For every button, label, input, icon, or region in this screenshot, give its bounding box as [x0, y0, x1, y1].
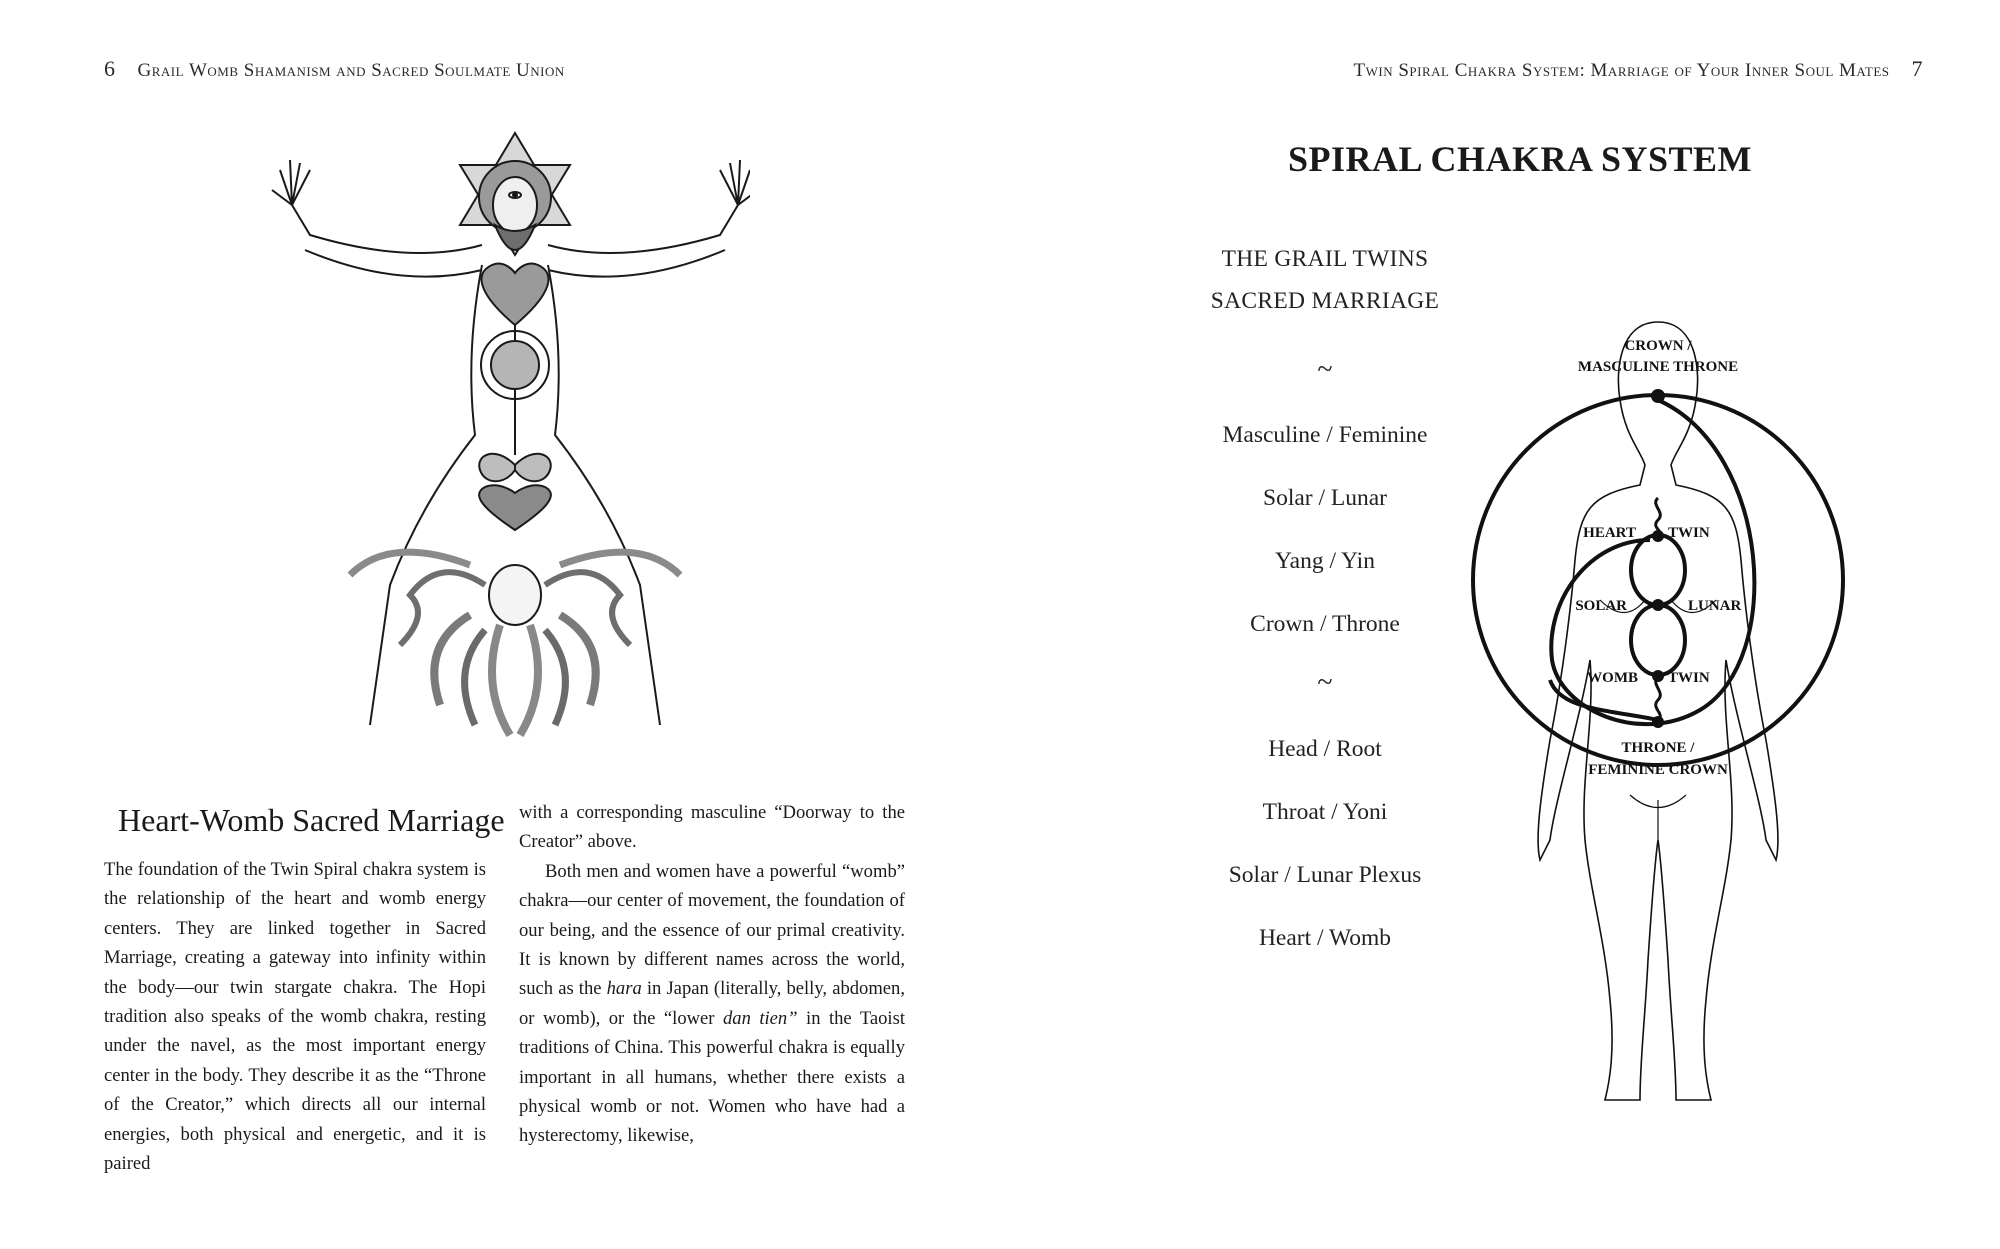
list-item: Head / Root	[1268, 736, 1382, 762]
tilde-divider: ~	[1317, 354, 1333, 385]
label-womb: WOMB	[1587, 670, 1638, 686]
label-crown-line2: MASCULINE THRONE	[1577, 359, 1739, 375]
subtitle: THE GRAIL TWINS	[1221, 246, 1429, 272]
label-twin-lower: TWIN	[1668, 670, 1710, 686]
text-column-2	[519, 798, 905, 1151]
center-dot	[1652, 599, 1664, 611]
label-crown-line1: CROWN /	[1624, 338, 1692, 354]
paragraph: Both men and women have a powerful “womb” chakra—our center of movement, the foundation of our being, and the essence of our primal creativity. It is known by different names across the world, such as the hara in Japan (literally, belly, abdomen, or womb), or the “lower dan tien” in the Taoist traditions of China. This powerful chakra is equally important in all humans, whether there exists a physical womb or not. Women who have had a hysterectomy, likewise,	[519, 860, 906, 1147]
section-heading: Heart-Womb Sacred Marriage	[118, 802, 505, 838]
list-item: Crown / Throne	[1250, 611, 1400, 637]
term-hara: hara	[606, 978, 642, 1000]
diagram-title: SPIRAL CHAKRA SYSTEM	[1287, 139, 1753, 179]
paragraph: The foundation of the Twin Spiral chakra system is the relationship of the heart and womb energy centers. They are linked together in Sacred Marriage, creating a gateway into infinity within the body—our twin stargate chakra. The Hopi tradition also speaks of the womb chakra, resting under the navel, as the most important energy center in the body. They describe it as the “Throne of the Creator,” which directs all our internal energies, both physical and energetic, and it is paired	[104, 859, 486, 1175]
label-lunar: LUNAR	[1688, 598, 1742, 614]
label-throne-line2: FEMININE CROWN	[1588, 762, 1728, 778]
sacred-marriage-figure-illustration	[270, 125, 750, 765]
list-item: Masculine / Feminine	[1222, 422, 1428, 448]
text-column-1	[104, 855, 486, 1178]
label-heart: HEART	[1583, 525, 1636, 541]
list-item: Solar / Lunar Plexus	[1228, 862, 1422, 888]
spiral-chakra-body-diagram	[1440, 240, 1980, 1120]
running-head-title: Grail Womb Shamanism and Sacred Soulmate Union	[137, 60, 565, 81]
list-item: Throat / Yoni	[1262, 799, 1388, 825]
list-item: Solar / Lunar	[1263, 485, 1387, 511]
tilde-divider: ~	[1317, 667, 1333, 698]
term-dan-tien: dan tien”	[722, 1007, 798, 1029]
twin-upper-dot	[1652, 530, 1664, 542]
label-solar: SOLAR	[1575, 598, 1627, 614]
label-twin-upper: TWIN	[1668, 525, 1710, 541]
running-head-title: Twin Spiral Chakra System: Marriage of Your Inner Soul Mates	[1353, 60, 1890, 81]
throne-dot	[1652, 716, 1664, 728]
list-item: Yang / Yin	[1275, 548, 1375, 574]
subtitle: SACRED MARRIAGE	[1210, 288, 1440, 314]
running-head-left	[104, 56, 565, 82]
list-item: Heart / Womb	[1258, 925, 1392, 951]
crown-dot	[1651, 389, 1665, 403]
twin-lower-dot	[1652, 670, 1664, 682]
figure-eight-lower	[1631, 605, 1685, 675]
paragraph: with a corresponding masculine “Doorway to the Creator” above.	[519, 802, 905, 853]
page-number: 6	[104, 56, 116, 81]
right-page	[1000, 0, 2000, 1249]
label-throne-line1: THRONE /	[1621, 740, 1695, 756]
running-head-right	[1354, 56, 1923, 82]
figure-eight-upper	[1631, 535, 1685, 605]
page-number: 7	[1911, 56, 1923, 81]
